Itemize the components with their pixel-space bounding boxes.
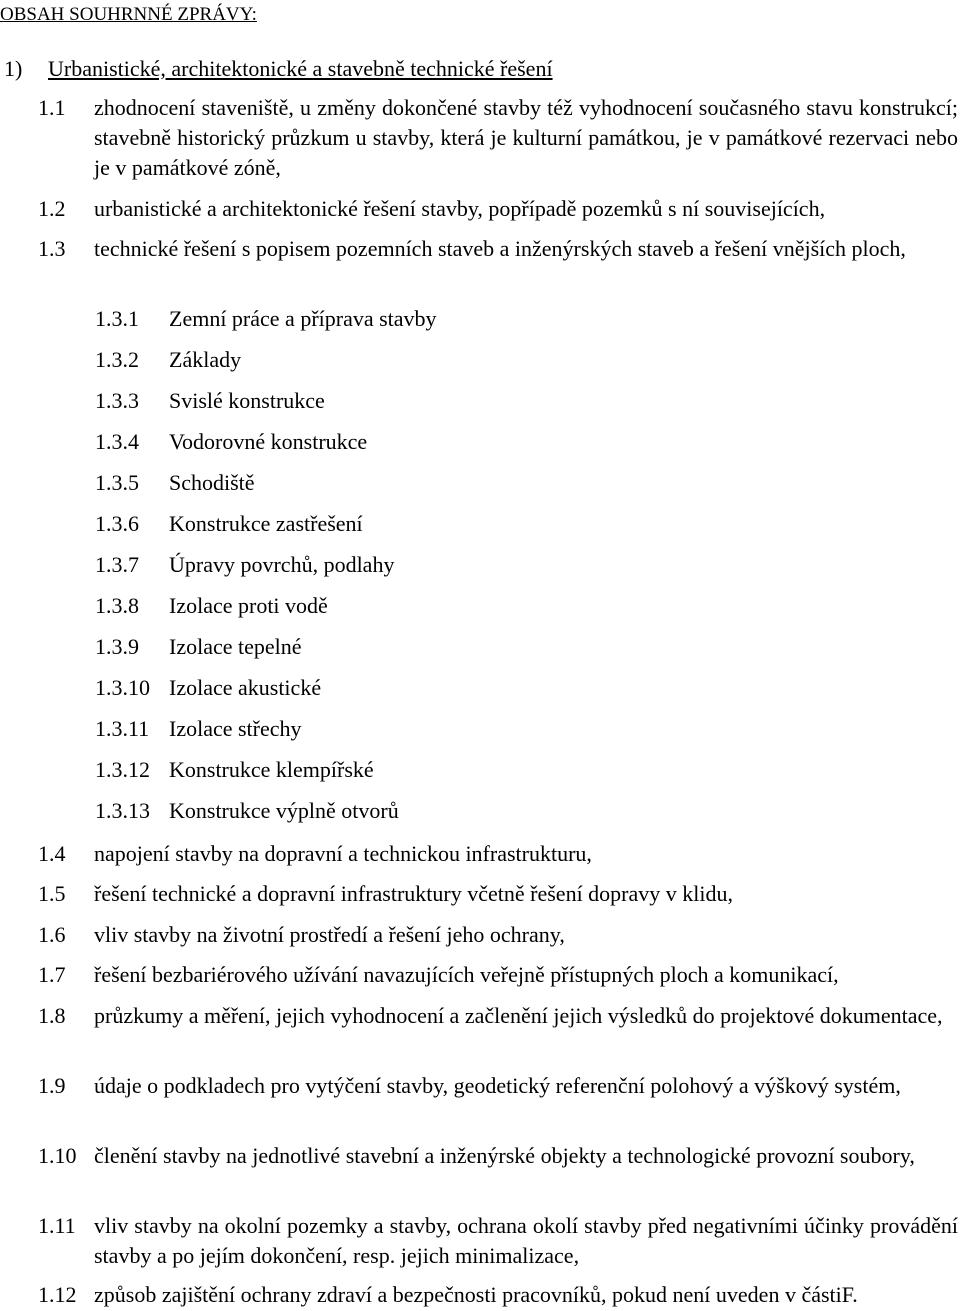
sub-item-number: 1.3.4	[95, 429, 139, 454]
item-text: vliv stavby na okolní pozemky a stavby, ochrana okolí stavby před negativními účinky provádění stavby a po jejím dokončení, resp. jejich minimalizace,	[94, 1213, 958, 1268]
sub-item-number: 1.3.5	[95, 470, 139, 495]
item-text: zhodnocení staveniště, u změny dokončené stavby též vyhodnocení současného stavu konstrukcí; stavebně historický průzkum u stavby, která je kulturní památkou, je v památkové rezervaci nebo je v památkové zóně,	[94, 95, 958, 180]
item-number: 1.10	[38, 1143, 77, 1168]
item-number: 1.5	[38, 881, 66, 906]
item-text: způsob zajištění ochrany zdraví a bezpečnosti pracovníků, pokud není uveden v částiF.	[94, 1282, 858, 1307]
item-number: 1.8	[38, 1003, 66, 1028]
sub-item-number: 1.3.2	[95, 347, 139, 372]
sub-item-number: 1.3.1	[95, 306, 139, 331]
sub-item-number: 1.3.8	[95, 593, 139, 618]
item-text: průzkumy a měření, jejich vyhodnocení a začlenění jejich výsledků do projektové dokumentace,	[94, 1003, 943, 1028]
sub-item-text: Konstrukce klempířské	[169, 757, 374, 782]
item-text: řešení bezbariérového užívání navazujících veřejně přístupných ploch a komunikací,	[94, 962, 839, 987]
item-text: řešení technické a dopravní infrastruktury včetně řešení dopravy v klidu,	[94, 881, 733, 906]
item-text: technické řešení s popisem pozemních staveb a inženýrských staveb a řešení vnějších ploch,	[94, 236, 906, 261]
item-number: 1.11	[38, 1213, 76, 1238]
item-number: 1.4	[38, 841, 66, 866]
section-number: 1)	[4, 56, 23, 81]
sub-item-text: Vodorovné konstrukce	[169, 429, 368, 454]
item-text: údaje o podkladech pro vytýčení stavby, geodetický referenční polohový a výškový systém,	[94, 1073, 901, 1098]
sub-item-text: Schodiště	[169, 470, 255, 495]
item-number: 1.6	[38, 922, 66, 947]
sub-item-number: 1.3.12	[95, 757, 150, 782]
item-number: 1.1	[38, 95, 66, 120]
sub-item-text: Konstrukce výplně otvorů	[169, 798, 399, 823]
sub-item-text: Základy	[169, 347, 242, 372]
sub-item-number: 1.3.3	[95, 388, 139, 413]
sub-item-text: Izolace akustické	[169, 675, 322, 700]
item-text: vliv stavby na životní prostředí a řešení jeho ochrany,	[94, 922, 565, 947]
sub-item-text: Úpravy povrchů, podlahy	[169, 552, 395, 577]
sub-item-number: 1.3.13	[95, 798, 150, 823]
sub-item-number: 1.3.9	[95, 634, 139, 659]
sub-item-number: 1.3.10	[95, 675, 150, 700]
sub-item-text: Konstrukce zastřešení	[169, 511, 363, 536]
sub-item-number: 1.3.11	[95, 716, 150, 741]
item-number: 1.2	[38, 196, 66, 221]
sub-item-text: Zemní práce a příprava stavby	[169, 306, 437, 331]
sub-item-number: 1.3.6	[95, 511, 139, 536]
item-number: 1.7	[38, 962, 66, 987]
sub-item-text: Izolace střechy	[169, 716, 302, 741]
item-text: napojení stavby na dopravní a technickou infrastrukturu,	[94, 841, 592, 866]
section-title: Urbanistické, architektonické a stavebně technické řešení	[48, 56, 553, 81]
sub-item-text: Svislé konstrukce	[169, 388, 325, 413]
item-text: urbanistické a architektonické řešení stavby, popřípadě pozemků s ní souvisejících,	[94, 196, 826, 221]
sub-item-text: Izolace proti vodě	[169, 593, 328, 618]
sub-item-number: 1.3.7	[95, 552, 139, 577]
sub-item-text: Izolace tepelné	[169, 634, 302, 659]
item-number: 1.9	[38, 1073, 66, 1098]
item-number: 1.12	[38, 1282, 77, 1307]
document-heading: OBSAH SOUHRNNÉ ZPRÁVY:	[0, 4, 257, 25]
item-number: 1.3	[38, 236, 66, 261]
item-text: členění stavby na jednotlivé stavební a inženýrské objekty a technologické provozní soubory,	[94, 1143, 915, 1168]
